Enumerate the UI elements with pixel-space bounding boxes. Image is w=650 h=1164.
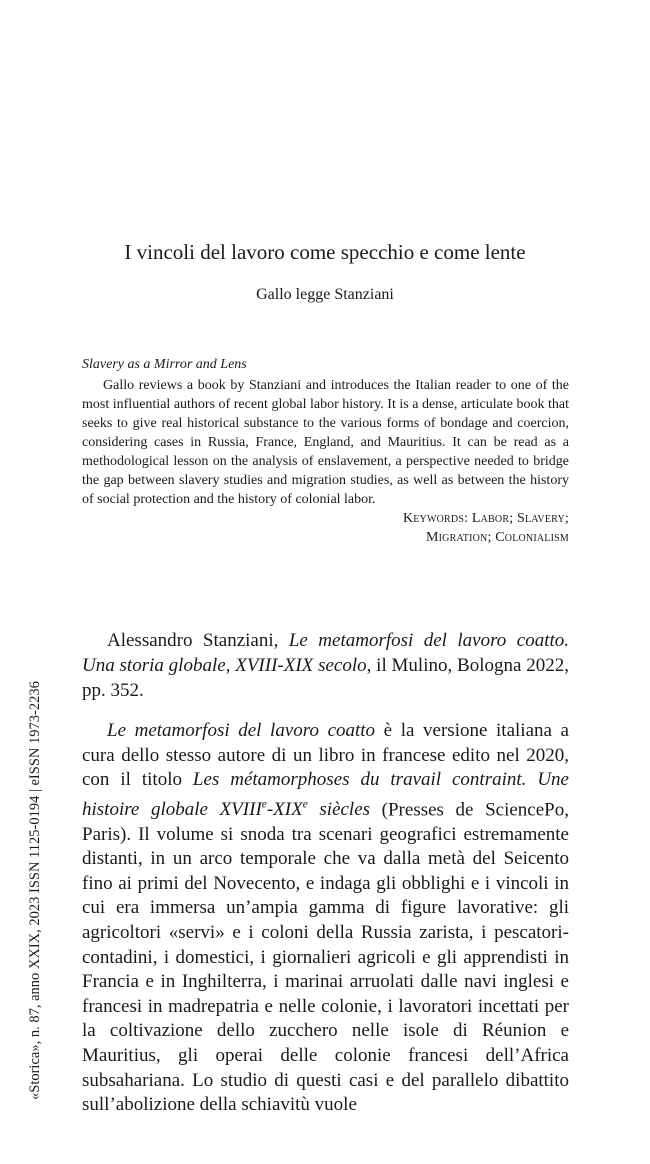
body-text-2: (Presses de SciencePo, Paris). Il volume si snoda tra scenari geografici estremamente distanti, in un arco temporale che va dalla metà del Seicento fino ai primi del Novecento, e indaga gli obblighi e i vincoli in cui era immersa un’ampia gamma di figure lavorative: gli agricoltori «servi» e i coloni della Russia zarista, i pescatori-contadini, i domestici, i giornalieri agricoli e gli apprendisti in Francia e in Inghilterra, i marinai arruolati dalle navi inglesi e francesi in madrepatria e nelle colonie, i lavoratori incettati per la coltivazione dello zucchero nelle isole di Réunion e Mauritius, gli operai delle colonie francesi dell’Africa subsahariana. Lo studio di questi casi e del parallelo dibattito sull’abolizione della schiavitù vuole: [82, 799, 569, 1116]
article-subtitle: Gallo legge Stanziani: [256, 286, 394, 303]
french-title-part-a: Les métamorphoses du travail contraint. Une histoire globale XVIII: [82, 769, 569, 821]
abstract-title: Slavery as a Mirror and Lens: [82, 357, 247, 372]
body-text-1: è la versione italiana a cura dello stesso autore di un libro in francese edito nel 2020, con il titolo: [82, 720, 569, 791]
superscript-1: e: [261, 798, 267, 811]
french-title-part-c: siècles: [307, 799, 371, 821]
keywords-line-2: Migration; Colonialism: [425, 530, 569, 545]
body-book-title: Le metamorfosi del lavoro coatto: [107, 720, 376, 741]
article-title: I vincoli del lavoro come specchio e come lente: [124, 240, 526, 264]
abstract-text: Gallo reviews a book by Stanziani and introduces the Italian reader to one of the most influential authors of recent global labor history. It is a dense, articulate book that seeks to give real historical substance to the various forms of bondage and coercion, considering cases in Russia, France, England, and Mauritius. It can be read as a methodological lesson on the analysis of enslavement, a perspective needed to bridge the gap between slavery studies and migration studies, as well as between the history of social protection and the history of colonial labor.: [82, 378, 569, 507]
keywords-line-1: Keywords: Labor; Slavery;: [402, 511, 569, 526]
superscript-2: e: [302, 798, 308, 811]
reference-author: Alessandro Stanziani,: [107, 630, 279, 651]
reference-book-title: Le metamorfosi del lavoro coatto. Una storia globale, XVIII-XIX secolo: [82, 630, 569, 676]
body-paragraph: [82, 719, 569, 1118]
journal-reference: «Storica», n. 87, anno XXIX, 2023 ISSN 1125-0194 | eISSN 1973-2236: [27, 681, 43, 1100]
book-reference: [82, 628, 569, 703]
abstract-section: [82, 355, 569, 547]
reference-publication: , il Mulino, Bologna 2022, pp. 352.: [82, 655, 569, 701]
french-title-part-b: -XIX: [266, 799, 303, 821]
